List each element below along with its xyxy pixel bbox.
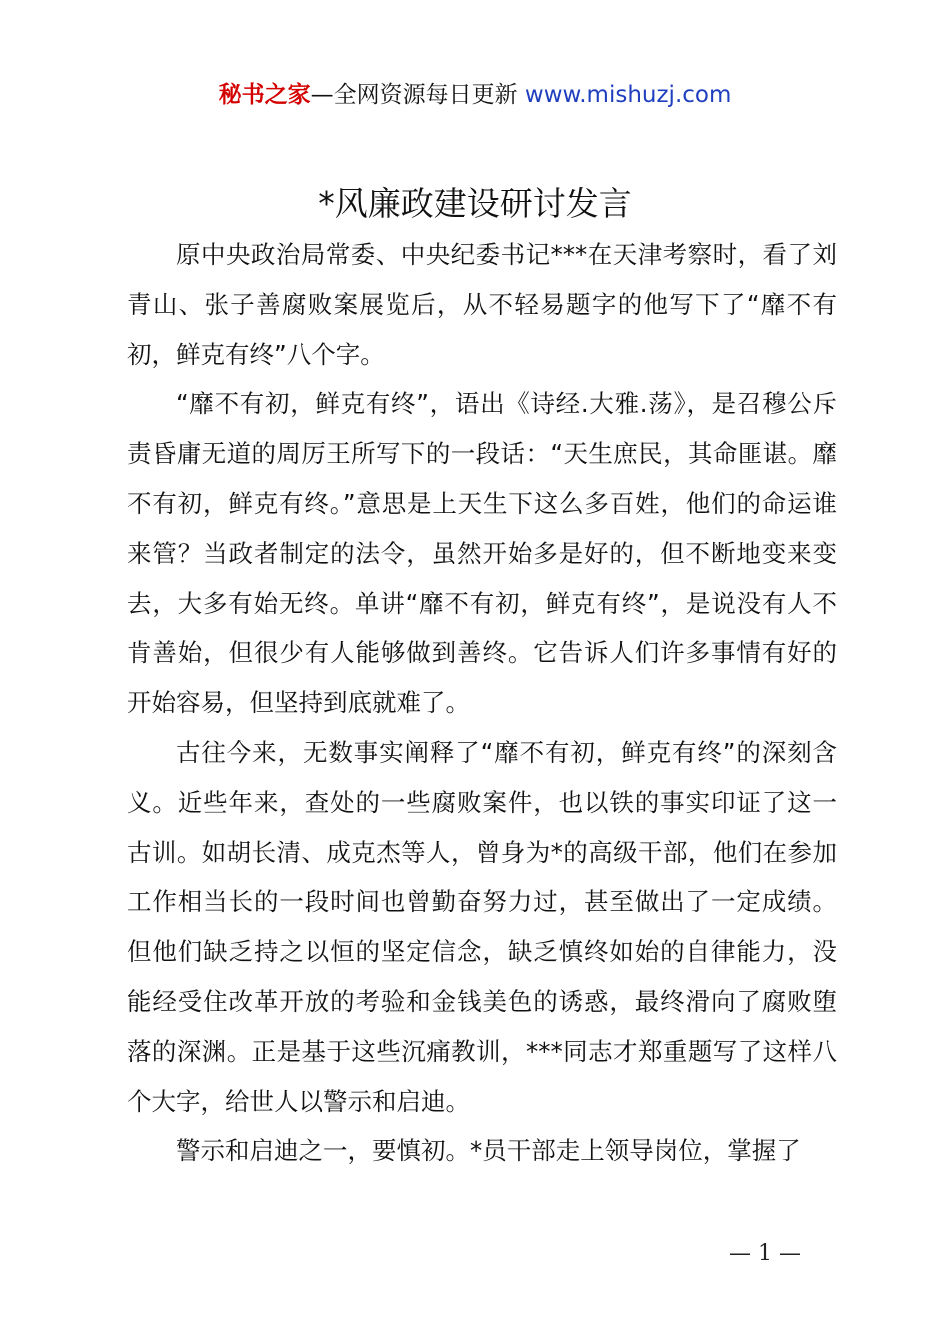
- document-title: *风廉政建设研讨发言: [318, 184, 632, 223]
- page-number: — 1 —: [729, 1241, 801, 1266]
- paragraph-1: 原中央政治局常委、中央纪委书记***在天津考察时，看了刘青山、张子善腐败案展览后，从不轻易题字的他写下了“靡不有初，鲜克有终”八个字。: [127, 240, 837, 369]
- site-url-link[interactable]: www.mishuzj.com: [524, 82, 732, 108]
- paragraph-3: 古往今来，无数事实阐释了“靡不有初，鲜克有终”的深刻含义。近些年来，查处的一些腐败案件，也以铁的事实印证了这一古训。如胡长清、成克杰等人，曾身为*的高级干部，他们在参加工作相当长的一段时间也曾勤奋努力过，甚至做出了一定成绩。但他们缺乏持之以恒的坚定信念，缺乏慎终如始的自律能力，没能经受住改革开放的考验和金钱美色的诱惑，最终滑向了腐败堕落的深渊。正是基于这些沉痛教训，***同志才郑重题写了这样八个大字，给世人以警示和启迪。: [127, 737, 837, 1116]
- paragraph-4: 警示和启迪之一，要慎初。*员干部走上领导岗位，掌握了: [176, 1136, 801, 1166]
- site-header: [0, 78, 950, 112]
- site-tagline: —全网资源每日更新: [310, 82, 518, 108]
- paragraph-2: “靡不有初，鲜克有终”，语出《诗经.大雅.荡》，是召穆公斥责昏庸无道的周厉王所写下的一段话：“天生庶民，其命匪谌。靡不有初，鲜克有终。”意思是上天生下这么多百姓，他们的命运谁来管？当政者制定的法令，虽然开始多是好的，但不断地变来变去，大多有始无终。单讲“靡不有初，鲜克有终”，是说没有人不肯善始，但很少有人能够做到善终。它告诉人们许多事情有好的开始容易，但坚持到底就难了。: [127, 389, 837, 718]
- site-brand: 秘书之家: [218, 82, 311, 108]
- document-body: [127, 230, 837, 1176]
